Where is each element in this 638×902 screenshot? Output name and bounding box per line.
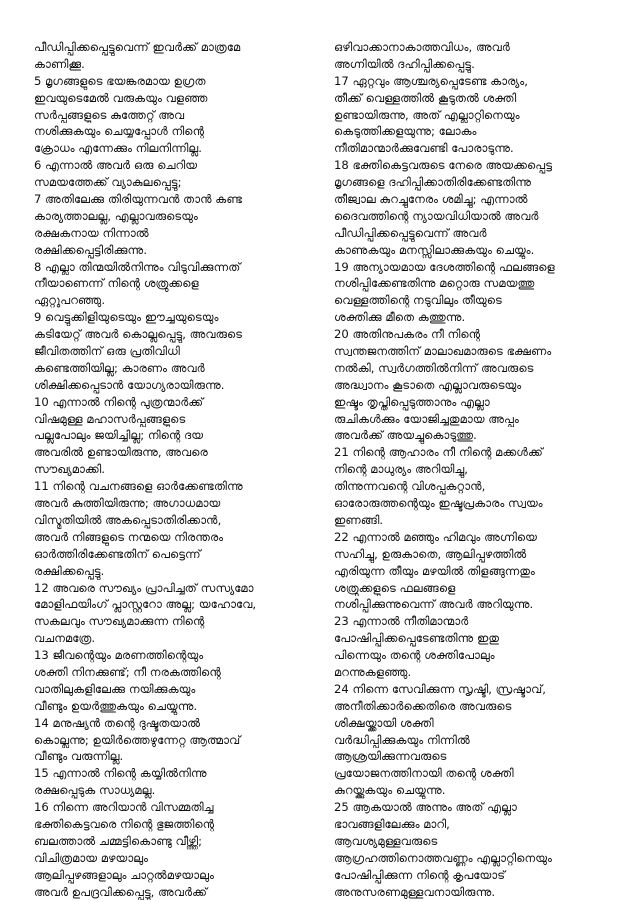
right-column-line: പിന്നെയും തന്റെ ശക്തിപോലും — [334, 648, 495, 663]
left-column-line: അവർ ഉപദ്രവിക്കപ്പെട്ടു, അവർക്ക് — [34, 884, 207, 899]
right-column-line: രുചികൾക്കും യോജിച്ചതുമായ അപ്പം — [334, 411, 519, 426]
right-column-line: ഒഴിവാക്കാനാകാത്തവിധം, അവർ — [334, 40, 510, 54]
right-column-line: 20 അതിനുപകരം നീ നിന്റെ — [334, 327, 481, 342]
right-column-line: ദൈവത്തിന്റെ ന്യായവിധിയാൽ അവർ — [334, 208, 539, 223]
left-column-line: സർപ്പങ്ങളുടെ കുത്തേറ്റ് അവ — [34, 107, 185, 122]
right-column-line: നശിപ്പിക്കേണ്ടതിന്നു മറ്റൊരു സമയത്തു — [334, 276, 535, 291]
right-column-line: ആഗ്രഹത്തിനൊത്തവണ്ണം എല്ലാറ്റിനെയും — [334, 850, 552, 865]
right-column-line: 22 എന്നാൽ മഞ്ഞും ഹിമവും അഗ്നിയെ — [334, 529, 538, 544]
right-column-line: 25 ആകയാൽ അന്നും അത് എല്ലാ — [334, 800, 517, 815]
left-column-line: രക്ഷിക്കപ്പെട്ടു. — [34, 563, 105, 578]
left-column-line: കാണിക്കൂ. — [34, 56, 85, 71]
right-column-line: തീജ്വാല കുറച്ചുനേരം ശമിച്ചു; എന്നാൽ — [334, 192, 528, 207]
left-column-line: വാതിലുകളിലേക്കു നയിക്കുകയും — [34, 681, 196, 696]
left-column-line: ബലത്താൽ ചമ്മട്ടികൊണ്ടു വീഴ്ത്തി; — [34, 833, 203, 848]
left-column-line: ജീവിതത്തിന് ഒരു പ്രതിവിധി — [34, 344, 180, 359]
right-column-line: അനീതിക്കാർക്കെതിരെ അവരുടെ — [334, 698, 512, 713]
left-column-line: സമയത്തേക്ക് വ്യാകുലപ്പെട്ടു; — [34, 175, 182, 190]
right-column-line: മൃഗങ്ങളെ ദഹിപ്പിക്കാതിരിക്കേണ്ടതിന്നു — [334, 175, 532, 190]
left-column-line: 13 ജീവന്റെയും മരണത്തിന്റെയും — [34, 648, 204, 663]
right-column-line: നിന്റെ മാധുര്യം അറിയിച്ചു, — [334, 462, 468, 477]
right-column-line: പീഡിപ്പിക്കപ്പെട്ടുവെന്ന് അവർ — [334, 225, 487, 240]
left-column-line: വിഷമുള്ള മഹാസർപ്പങ്ങളുടെ — [34, 411, 186, 426]
left-column-line: സകലവും സൗഖ്യമാക്കുന്ന നിന്റെ — [34, 614, 205, 629]
right-column-line: 21 നിന്റെ ആഹാരം നീ നിന്റെ മക്കൾക്ക് — [334, 445, 543, 460]
left-column-line: 9 വെട്ടുക്കിളിയുടെയും ഈച്ചയുടെയും — [34, 310, 219, 325]
right-column-line: അദ്ധ്വാനം കൂടാതെ എല്ലാവരുടെയും — [334, 377, 522, 392]
right-column-line: ഉണ്ടായിരുന്നു, അത് എല്ലാറ്റിനെയും — [334, 107, 520, 122]
left-column-line: രക്ഷകനായ നിന്നാൽ — [34, 225, 149, 240]
right-column-line: നൽകി, സ്വർഗത്തിൽനിന്ന് അവരുടെ — [334, 360, 534, 375]
left-column-line: പല്ലുപോലും ജയിച്ചില്ല; നിന്റെ ദയ — [34, 428, 204, 443]
right-column-line: കെടുത്തിക്കളയുന്നു; ലോകം — [334, 124, 477, 139]
left-column-line: വിചിത്രമായ മഴയാലും — [34, 850, 149, 865]
right-column-line: പ്രയോജനത്തിനായി തന്റെ ശക്തി — [334, 766, 514, 781]
right-column-line: ഇണങ്ങി. — [334, 512, 384, 527]
left-column — [34, 39, 316, 900]
left-column-line: 14 മനുഷ്യൻ തന്റെ ദുഷ്ടതയാൽ — [34, 715, 201, 730]
left-column-line: 5 മൃഗങ്ങളുടെ ഭയങ്കരമായ ഉഗ്രത — [34, 73, 206, 88]
left-column-line: കടിയേറ്റ് അവർ കൊല്ലപ്പെട്ടു, അവരുടെ — [34, 327, 243, 342]
left-column-line: 11 നിന്റെ വചനങ്ങളെ ഓർക്കേണ്ടതിന്നു — [34, 479, 243, 494]
left-column-line: കണ്ടെത്തിയില്ല; കാരണം അവർ — [34, 360, 205, 375]
left-column-line: വീണ്ടും വരുന്നില്ല. — [34, 749, 124, 764]
left-column-line: കൊല്ലുന്നു; ഉയിർത്തെഴുന്നേറ്റ ആത്മാവ് — [34, 732, 241, 747]
left-column-line: ഏറ്റുപറഞ്ഞു. — [34, 293, 106, 308]
right-column-line: ഇഷ്ടം തൃപ്തിപ്പെടുത്താനും എല്ലാ — [334, 394, 490, 409]
left-column-line: അവർ നിങ്ങളുടെ നന്മയെ നിരന്തരം — [34, 529, 224, 544]
left-column-line: മോളിഫയിംഗ് പ്ലാസ്റ്ററോ അല്ല; യഹോവേ, — [34, 597, 257, 612]
right-column-line: 23 എന്നാൽ നീതിമാന്മാർ — [334, 614, 469, 629]
left-column-line: ശക്തി നിനക്കുണ്ട്; നീ നരകത്തിന്റെ — [34, 664, 221, 679]
right-column-line: ശത്രുക്കളുടെ ഫലങ്ങളെ — [334, 580, 456, 595]
right-column-line: 19 അന്യായമായ ദേശത്തിന്റെ ഫലങ്ങളെ — [334, 259, 555, 274]
left-column-line: 7 അതിലേക്കു തിരിയുന്നവൻ താൻ കണ്ട — [34, 192, 243, 207]
left-column-line: രക്ഷിക്കപ്പെട്ടിരിക്കുന്നു. — [34, 242, 148, 257]
left-column-line: വിസ്മൃതിയിൽ അകപ്പെടാതിരിക്കാൻ, — [34, 512, 222, 527]
right-column-line: സ്വന്തജനത്തിന് മാലാഖമാരുടെ ഭക്ഷണം — [334, 344, 552, 359]
right-column-line: കാണുകയും മനസ്സിലാക്കുകയും ചെയ്യും. — [334, 242, 535, 257]
right-column-line: തിന്നുന്നവന്റെ വിശപ്പകറ്റാൻ, — [334, 479, 486, 494]
right-column-line: പോഷിപ്പിക്കുന്ന നിന്റെ കൃപയോട് — [334, 867, 506, 882]
right-column-line: വെള്ളത്തിന്റെ നടുവിലും തീയുടെ — [334, 293, 502, 308]
left-column-line: വീണ്ടും ഉയർത്തുകയും ചെയ്യുന്നു. — [34, 698, 198, 713]
left-column-line: കാര്യത്താലല്ല, എല്ലാവരുടെയും — [34, 208, 198, 223]
right-column-line: ആവശ്യമുള്ളവരുടെ — [334, 833, 438, 848]
left-column-line: പീഡിപ്പിക്കപ്പെട്ടുവെന്ന് ഇവർക്ക് മാത്രമേ — [34, 40, 241, 54]
right-column-line: ശിക്ഷയ്ക്കായി ശക്തി — [334, 715, 434, 730]
left-column-line: ക്രോധം എന്നേക്കും നിലനിന്നില്ല. — [34, 141, 202, 156]
right-column-line: കുറയ്ക്കുകയും ചെയ്യുന്നു. — [334, 783, 446, 798]
right-column-line: 17 ഏറ്റവും ആശ്ചര്യപ്പെടേണ്ട കാര്യം, — [334, 73, 528, 88]
right-column-line: വർദ്ധിപ്പിക്കുകയും നിന്നിൽ — [334, 732, 470, 747]
left-column-line: ആലിപ്പഴങ്ങളാലും ചാറ്റൽമഴയാലും — [34, 867, 214, 882]
left-column-line: 12 അവരെ സൗഖ്യം പ്രാപിച്ചത് സസ്യമോ — [34, 580, 254, 595]
right-column-line: അവർക്ക് അയച്ചുകൊടുത്തു. — [334, 428, 477, 443]
left-column-line: 15 എന്നാൽ നിന്റെ കയ്യിൽനിന്നു — [34, 766, 207, 781]
right-column-line: തീക്ക് വെള്ളത്തിൽ കൂടുതൽ ശക്തി — [334, 90, 517, 105]
right-column-line: അഗ്നിയിൽ ദഹിപ്പിക്കപ്പെട്ടു. — [334, 56, 475, 71]
left-column-line: ഓർത്തിരിക്കേണ്ടതിന് പെട്ടെന്ന് — [34, 546, 201, 561]
right-column-line: എരിയുന്ന തീയും മഴയിൽ തിളങ്ങുന്നതും — [334, 563, 535, 578]
right-column-line: സഹിച്ചു, ഉരുകാതെ, ആലിപ്പഴത്തിൽ — [334, 546, 527, 561]
right-column — [334, 39, 616, 900]
left-column-line: 8 എല്ലാ തിന്മയിൽനിന്നും വിടുവിക്കുന്നത് — [34, 259, 241, 274]
left-column-line: രക്ഷപ്പെടുക സാധ്യമല്ല. — [34, 783, 156, 798]
left-column-line: ഭക്തികെട്ടവരെ നിന്റെ ഭുജത്തിന്റെ — [34, 816, 215, 831]
right-column-line: ഭാവങ്ങളിലേക്കും മാറി, — [334, 816, 450, 831]
right-column-line: ഓരോരുത്തന്റെയും ഇഷ്ടപ്രകാരം സ്വയം — [334, 496, 543, 511]
right-column-line: അനുസരണമുള്ളവനായിരുന്നു. — [334, 884, 496, 899]
left-column-line: 6 എന്നാൽ അവർ ഒരു ചെറിയ — [34, 158, 198, 173]
left-column-line: സൗഖ്യമാക്കി. — [34, 462, 105, 477]
left-column-line: നശിക്കുകയും ചെയ്യപ്പോൾ നിന്റെ — [34, 124, 205, 139]
right-column-line: 24 നിന്നെ സേവിക്കുന്ന സൃഷ്ടി, സ്രഷ്ടാവ്, — [334, 681, 546, 696]
left-column-line: അവരിൽ ഉണ്ടായിരുന്നു, അവരെ — [34, 445, 208, 460]
left-column-line: ഇവയുടെമേൽ വരുകയും വളഞ്ഞ — [34, 90, 208, 105]
left-column-line: വചനമത്രേ. — [34, 631, 96, 646]
left-column-line: അവർ കുത്തിയിരുന്നു; അഗാധമായ — [34, 496, 221, 511]
right-column-line: ശക്തിക്കു മീതെ കത്തുന്നു. — [334, 310, 466, 325]
left-column-line: 16 നിന്നെ അറിയാൻ വിസമ്മതിച്ച — [34, 800, 214, 815]
right-column-line: നീതിമാന്മാർക്കുവേണ്ടി പോരാടുന്നു. — [334, 141, 514, 156]
left-column-line: 10 എന്നാൽ നിന്റെ പുത്രന്മാർക്ക് — [34, 394, 204, 409]
right-column-line: ആശ്രയിക്കുന്നവരുടെ — [334, 749, 447, 764]
right-column-line: 18 ഭക്തികെട്ടവരുടെ നേരെ അയക്കപ്പെട്ട — [334, 158, 552, 173]
left-column-line: ശിക്ഷിക്കപ്പെടാൻ യോഗ്യരായിരുന്നു. — [34, 377, 225, 392]
left-column-line: നീയാണെന്ന് നിന്റെ ശത്രുക്കളെ — [34, 276, 199, 291]
right-column-line: നശിപ്പിക്കുന്നുവെന്ന് അവർ അറിയുന്നു. — [334, 597, 534, 612]
right-column-line: മറന്നുകളഞ്ഞു. — [334, 664, 412, 679]
right-column-line: പോഷിപ്പിക്കപ്പെടേണ്ടതിന്നു ഇതു — [334, 631, 500, 646]
